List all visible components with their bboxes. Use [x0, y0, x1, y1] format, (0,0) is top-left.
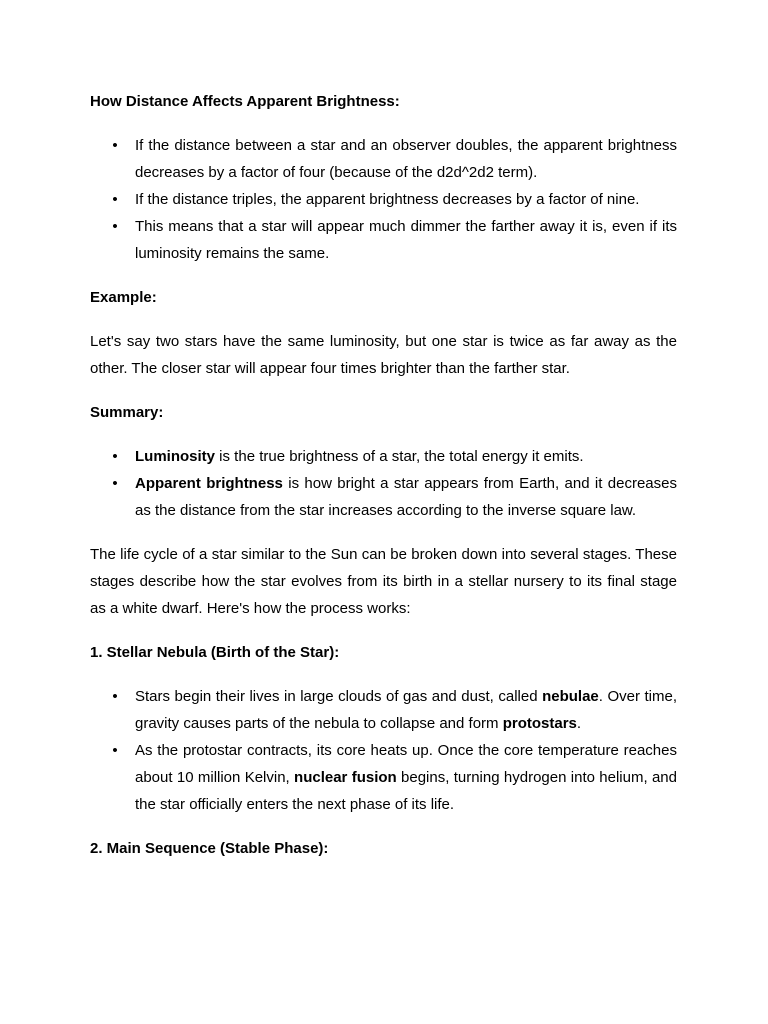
list-item — [90, 683, 677, 737]
example-paragraph: Let's say two stars have the same luminosity, but one star is twice as far away as the other. The closer star will appear four times brighter than the farther star. — [90, 333, 677, 377]
document-page — [90, 88, 677, 879]
heading-summary: Summary: — [90, 404, 164, 421]
list-item-text: As the protostar contracts, its core heats up. Once the core temperature reaches about 10 million Kelvin, — [135, 742, 677, 786]
list-item-text: Stars begin their lives in large clouds of gas and dust, called — [135, 688, 543, 705]
summary-bullet-list — [90, 443, 677, 524]
heading-stellar-nebula: 1. Stellar Nebula (Birth of the Star): — [90, 644, 340, 661]
term-definition: is the true brightness of a star, the total energy it emits. — [215, 448, 584, 465]
list-item — [90, 186, 677, 213]
list-item — [90, 470, 677, 524]
bullet-glyph: • — [112, 448, 118, 465]
bullet-glyph: • — [112, 218, 118, 235]
list-item-text: . — [576, 715, 582, 732]
bullet-glyph: • — [112, 475, 118, 492]
bullet-glyph: • — [112, 191, 118, 208]
heading-example: Example: — [90, 289, 157, 306]
term-nebulae: nebulae — [542, 688, 599, 705]
list-item-text: This means that a star will appear much dimmer the farther away it is, even if its luminosity remains the same. — [135, 218, 677, 262]
list-item-text: If the distance between a star and an observer doubles, the apparent brightness decreases by a factor of four (because of the d2d^2d2 term). — [135, 137, 677, 181]
list-item-text: If the distance triples, the apparent brightness decreases by a factor of nine. — [135, 191, 640, 208]
list-item — [90, 737, 677, 818]
term-protostars: protostars — [502, 715, 577, 732]
heading-main-sequence: 2. Main Sequence (Stable Phase): — [90, 840, 329, 857]
list-item — [90, 132, 677, 186]
list-item-text: begins, turning hydrogen into helium, and the star officially enters the next phase of its life. — [135, 769, 677, 813]
list-item — [90, 443, 677, 470]
bullet-glyph: • — [112, 688, 118, 705]
nebula-bullet-list — [90, 683, 677, 818]
bullet-glyph: • — [112, 742, 118, 759]
heading-distance-brightness: How Distance Affects Apparent Brightness: — [90, 93, 400, 110]
list-item-text: . Over time, gravity causes parts of the nebula to collapse and form — [135, 688, 678, 732]
lifecycle-intro-paragraph: The life cycle of a star similar to the Sun can be broken down into several stages. These stages describe how the star evolves from its birth in a stellar nursery to its final stage as a white dwarf. Here's how the process works: — [90, 546, 677, 617]
term-luminosity: Luminosity — [135, 448, 216, 465]
term-definition: is how bright a star appears from Earth, and it decreases as the distance from the star increases according to the inverse square law. — [135, 475, 677, 519]
term-apparent-brightness: Apparent brightness — [135, 475, 283, 492]
list-item — [90, 213, 677, 267]
bullet-glyph: • — [112, 137, 118, 154]
term-nuclear-fusion: nuclear fusion — [294, 769, 397, 786]
distance-bullet-list — [90, 132, 677, 267]
